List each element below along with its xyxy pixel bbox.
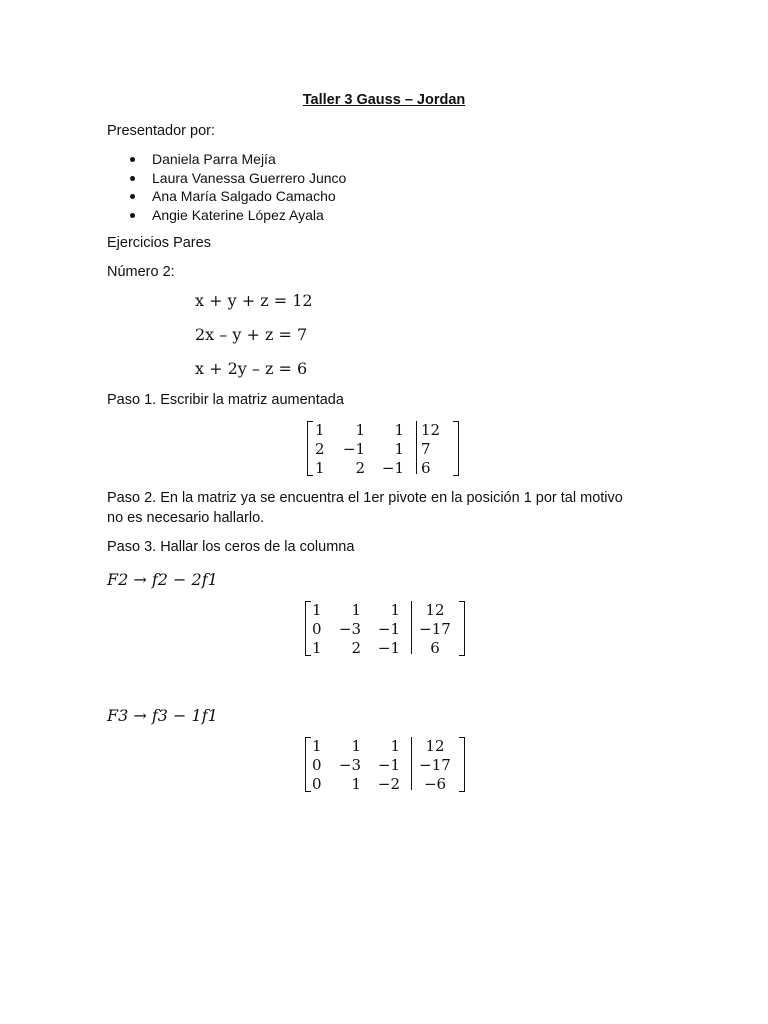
matrix-cell: 6 [430, 639, 440, 657]
number-label: Número 2: [107, 264, 175, 280]
right-bracket [453, 421, 459, 476]
matrix-cell: −3 [338, 756, 361, 774]
matrix-cell: −17 [419, 756, 451, 774]
author-item: Angie Katerine López Ayala [108, 206, 346, 225]
presenter-label: Presentador por: [107, 123, 216, 139]
matrix-cell: −6 [423, 775, 447, 793]
matrix-cell: 1 [351, 775, 361, 793]
augment-bar [416, 421, 417, 474]
matrix-cell: 1 [351, 737, 361, 755]
matrix-cell: 1 [312, 737, 322, 755]
matrix-cell: 2 [355, 459, 365, 477]
document-title: Taller 3 Gauss – Jordan [302, 92, 466, 108]
augmented-matrix-3 [305, 737, 465, 793]
matrix-cell: 0 [312, 756, 322, 774]
matrix-cell: 1 [312, 601, 322, 619]
matrix-cell: 6 [421, 459, 431, 477]
matrix-cell: 7 [421, 440, 431, 458]
matrix-cell: −3 [338, 620, 361, 638]
matrix-cell: 1 [355, 421, 365, 439]
right-bracket [459, 737, 465, 792]
matrix-cell: 12 [421, 421, 441, 439]
matrix-cell: 0 [312, 620, 322, 638]
matrix-cell: 1 [394, 421, 404, 439]
matrix-cell: 2 [351, 639, 361, 657]
matrix-cell: 1 [315, 459, 325, 477]
author-item: Daniela Parra Mejía [108, 150, 346, 169]
matrix-cell: 0 [312, 775, 322, 793]
equation-1: x + y + z = 12 [195, 291, 313, 310]
author-item: Ana María Salgado Camacho [108, 187, 346, 206]
row-operation-1: F2 → f2 − 2f1 [107, 570, 218, 589]
augmented-matrix-1 [307, 421, 459, 477]
step-2-text-line-1: Paso 2. En la matriz ya se encuentra el 1er pivote en la posición 1 por tal motivo [107, 490, 623, 506]
matrix-cell: −1 [377, 639, 400, 657]
matrix-cell: 2 [315, 440, 325, 458]
augment-bar [411, 601, 412, 654]
left-bracket [305, 601, 311, 656]
step-1-text: Paso 1. Escribir la matriz aumentada [107, 392, 344, 408]
author-list [108, 150, 346, 225]
matrix-cell: −1 [377, 756, 400, 774]
exercises-label: Ejercicios Pares [107, 235, 211, 251]
matrix-cell: 1 [394, 440, 404, 458]
matrix-cell: 1 [315, 421, 325, 439]
left-bracket [307, 421, 313, 476]
equation-3: x + 2y – z = 6 [195, 359, 308, 378]
matrix-cell: −1 [342, 440, 365, 458]
augmented-matrix-2 [305, 601, 465, 657]
matrix-cell: 1 [351, 601, 361, 619]
author-item: Laura Vanessa Guerrero Junco [108, 169, 346, 188]
matrix-cell: −1 [377, 620, 400, 638]
matrix-cell: −2 [377, 775, 400, 793]
matrix-cell: 1 [312, 639, 322, 657]
step-3-text: Paso 3. Hallar los ceros de la columna [107, 539, 355, 555]
matrix-cell: −17 [419, 620, 451, 638]
matrix-cell: 12 [425, 601, 445, 619]
matrix-cell: 1 [390, 601, 400, 619]
augment-bar [411, 737, 412, 790]
row-operation-2: F3 → f3 − 1f1 [107, 706, 218, 725]
matrix-cell: 1 [390, 737, 400, 755]
matrix-cell: −1 [381, 459, 404, 477]
left-bracket [305, 737, 311, 792]
matrix-cell: 12 [425, 737, 445, 755]
step-2-text-line-2: no es necesario hallarlo. [107, 510, 265, 526]
right-bracket [459, 601, 465, 656]
equation-2: 2x – y + z = 7 [195, 325, 308, 344]
